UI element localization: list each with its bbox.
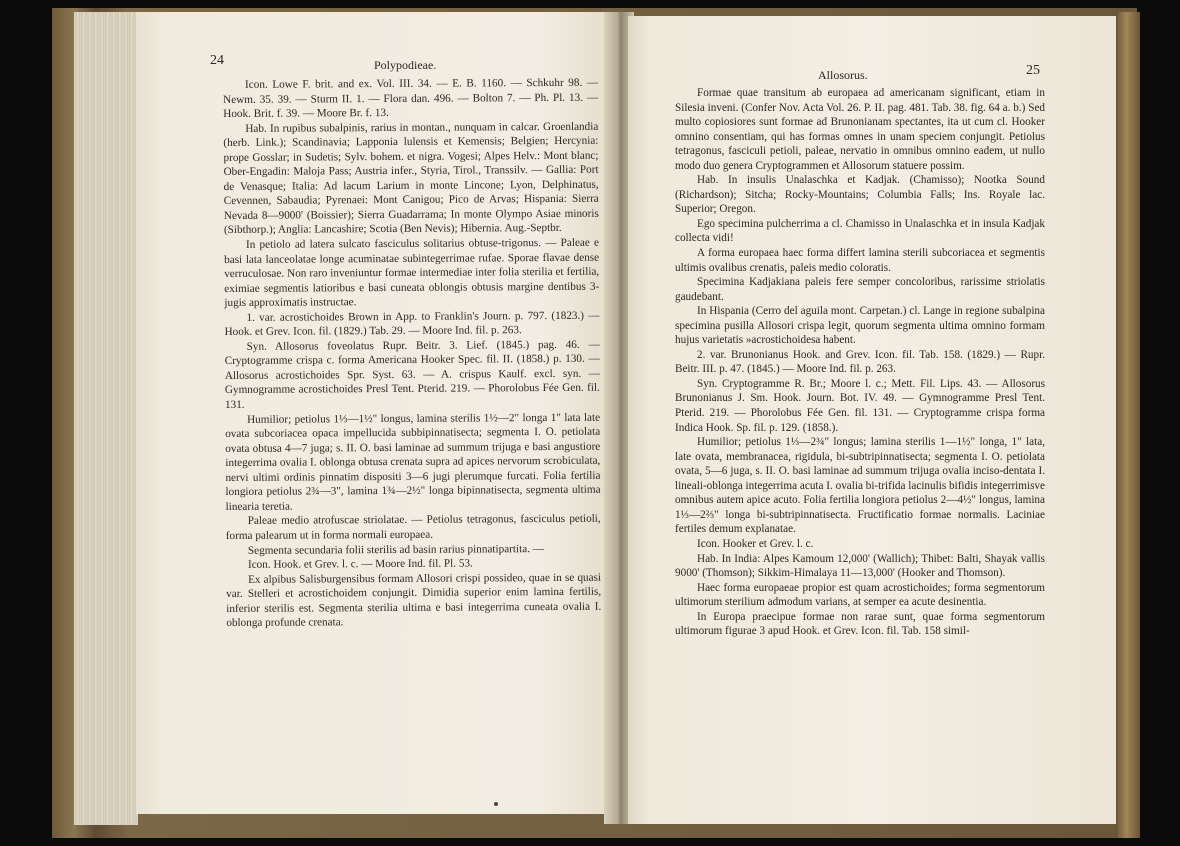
page-body bbox=[223, 76, 601, 631]
paragraph: Icon. Lowe F. brit. and ex. Vol. III. 34. — E. B. 1160. — Schkuhr 98. — Newm. 35. 39. — Sturm II. 1. — Flora dan. 496. — Bolton 7. — Ph. Pl. 13. — Hook. Brit. f. 39. — Moore Br. f. 13. bbox=[223, 76, 599, 121]
paragraph: Hab. In rupibus subalpinis, rarius in montan., nunquam in calcar. Groenlandia (herb. Link.); Scandinavia; Lapponia lulensis et Kemensis; Belgien; Hercynia: prope Gosslar; in Sudetis; Sylv. bohem. et nigra. Vogesi; Alpes Helv.: Mont blanc; Ober-Engadin: Maloja Pass; Austria infer., Styria, Tirol., Transsilv. — Gallia: Port de Venasque; Italia: Ad lacum Larium in monte Lincone; Lyon, Delphinatus, Cevennen, Sabaudia; Pyrenaei: Mont Canigou; Pico de Arvas; Hispania: Sierra Nevada 8—9000' (Boissier); Sierra Guadarrama; In monte Olympo Asiae minoris (Sibthorp.); Anglia: Lancashire; Scotia (Ben Nevis); Hibernia. Aug.-Septbr. bbox=[223, 120, 599, 237]
paragraph: Formae quae transitum ab europaea ad americanam significant, etiam in Silesia inveni. (Confer Nov. Acta Vol. 26. P. II. pag. 481. Tab. 38. fig. 64 a. b.) Sed multo copiosiores sunt formae ad Brunonianam spectantes, ita ut cum cl. Hooker omnino consentiam, qui has formas omnes in unam speciem conjungit. Petiolus tetragonus, fasciculi petioli, paleae, nervatio in omnibus omnino eadem, ut nullo modo duo genera Cryptogrammen et Allosorum statuere possim. bbox=[675, 87, 1045, 172]
paragraph: In Europa praecipue formae non rarae sunt, quae forma segmentorum ultimorum figurae 3 apud Hook. et Grev. Icon. fil. Tab. 158 simil- bbox=[675, 610, 1045, 638]
paragraph: Syn. Cryptogramme R. Br.; Moore l. c.; Mett. Fil. Lips. 43. — Allosorus Brunonianus J. Sm. Hook. Journ. Bot. IV. 49. — Gymnogramme Presl Tent. Pterid. 219. — Phorolobus Fée Gen. fil. 131. — Cryptogramme crispa forma Indica Hook. Sp. fil. p. 129. (1858.). bbox=[675, 377, 1045, 434]
paragraph: 1. var. acrostichoides Brown in App. to Franklin's Journ. p. 797. (1823.) — Hook. et Grev. Icon. fil. (1829.) Tab. 29. — Moore Ind. fil. p. 263. bbox=[224, 309, 600, 339]
paragraph: Hab. In insulis Unalaschka et Kadjak. (Chamisso); Nootka Sound (Richardson); Sitcha; Rocky-Mountains; Columbia Falls; Ins. Royale lac. Superior; Oregon. bbox=[675, 174, 1045, 216]
paragraph: Icon. Hooker et Grev. l. c. bbox=[697, 537, 814, 550]
page-number: 25 bbox=[1026, 63, 1040, 78]
paragraph: Humilior; petiolus 1⅓—2¾" longus; lamina sterilis 1—1½" longa, 1" lata, late ovata, membranacea, rigidula, bi-subtripinnatisecta; segmenta I. O. petiolata ovata, 5—6 juga, s. II. O. basi laminae ad summum trijuga ovalia inciso-dentata I. lineali-oblonga integerrima acuta I. ovalia bi-trifida lacinulis bifidis integerrimisve omnibus autem apice acuto. Folia fertilia longiora petiolus 2—4½" longus, lamina 1⅓—2⅔" longa bi-subtripinnatisecta. Fructificatio formae normalis. Laciniae fertiles demum explanatae. bbox=[675, 436, 1045, 536]
paragraph: 2. var. Brunonianus Hook. and Grev. Icon. fil. Tab. 158. (1829.) — Rupr. Beitr. III. p. 47. (1845.) — Moore Ind. fil. p. 263. bbox=[675, 348, 1045, 376]
left-page bbox=[136, 12, 612, 814]
page-speck bbox=[494, 802, 498, 806]
page-body bbox=[675, 86, 1045, 639]
paragraph: In Hispania (Cerro del aguila mont. Carpetan.) cl. Lange in regione subalpina specimina pusilla Allosori crispa legit, quorum segmenta ultima omnino formam hujus varietatis »acrostichoidesa habent. bbox=[675, 305, 1045, 347]
paragraph: Humilior; petiolus 1⅓—1½" longus, lamina sterilis 1½—2" longa 1" lata late ovata subcoriacea opaca impellucida subbipinnatisecta; segmenta I. O. petiolata ovata obtusa 4—7 juga; s. II. O. basi laminae ad summum trijuga e basi angustiore integerrima ovalia I. oblonga obtusa crenata supra ad apices nervorum scrobiculata, nervi ultimi ordinis pinnatim dispositi 3—6 jugi plerumque furcati. Folia fertilia longiora petiolus 2¾—3", lamina 1¾—2½" longa bipinnatisecta, segmenta ultima linearia teretia. bbox=[225, 411, 601, 513]
running-title: Allosorus. bbox=[818, 68, 868, 82]
paragraph: Segmenta secundaria folii sterilis ad basin rarius pinnatipartita. — bbox=[247, 542, 544, 557]
page-edges bbox=[74, 12, 138, 825]
paragraph: Syn. Allosorus foveolatus Rupr. Beitr. 3. Lief. (1845.) pag. 46. — Cryptogramme crispa c. forma Americana Hooker Spec. fil. II. (1858.) p. 130. — Allosorus acrostichoides Spr. Syst. 63. — A. crispus Kaulf. excl. syn. — Gymnogramme acrostichoides Presl Tent. Pterid. 219. — Phorolobus Fée Gen. fil. 131. bbox=[224, 338, 600, 412]
paragraph: Icon. Hook. et Grev. l. c. — Moore Ind. fil. Pl. 53. bbox=[247, 557, 473, 571]
paragraph: A forma europaea haec forma differt lamina sterili subcoriacea et segmentis ultimis ovalibus crenatis, paleis medio coloratis. bbox=[675, 247, 1045, 274]
paragraph: Paleae medio atrofuscae striolatae. — Petiolus tetragonus, fasciculus petioli, forma palearum ut in forma normali europaea. bbox=[225, 513, 601, 542]
paragraph: Specimina Kadjakiana paleis fere semper concoloribus, rarissime striolatis gaudebant. bbox=[675, 276, 1045, 303]
paragraph: Ego specimina pulcherrima a cl. Chamisso in Unalaschka et in insula Kadjak collecta vidi! bbox=[675, 217, 1045, 245]
paragraph: Hab. In India: Alpes Kamoum 12,000' (Wallich); Thibet: Balti, Shayak vallis 9000' (Thomson); Sikkim-Himalaya 11—13,000' (Hooker and Thomson). bbox=[675, 552, 1045, 580]
paragraph: In petiolo ad latera sulcato fasciculus solitarius obtuse-trigonus. — Paleae e basi lata lanceolatae longe acuminatae subintegerrimae rufae. Sporae flavae dense verruculosae. Non raro inveniuntur formae intermediae inter folia sterilia et fertilia, eximiae segmentis latioribus e basi cuneata oblongis obtusis margine dentibus 3-jugis approximatis instructae. bbox=[224, 236, 600, 310]
paragraph: Ex alpibus Salisburgensibus formam Allosori crispi possideo, quae in se quasi var. Stelleri et acrostichoidem conjungit. Dimidia superior enim lamina fertilis, inferior sterilis est. Segmenta sterilia ultima e basi integerrima cuneata ovalia I. oblonga profunde crenata. bbox=[226, 571, 602, 630]
book-cover-edge bbox=[1118, 12, 1140, 838]
right-page bbox=[628, 16, 1116, 824]
paragraph: Haec forma europaeae propior est quam acrostichoides; forma segmentorum ultimorum sterilium admodum varians, at semper ea acute desinentia. bbox=[675, 581, 1045, 609]
running-title: Polypodieae. bbox=[374, 58, 437, 72]
page-number: 24 bbox=[210, 53, 224, 68]
